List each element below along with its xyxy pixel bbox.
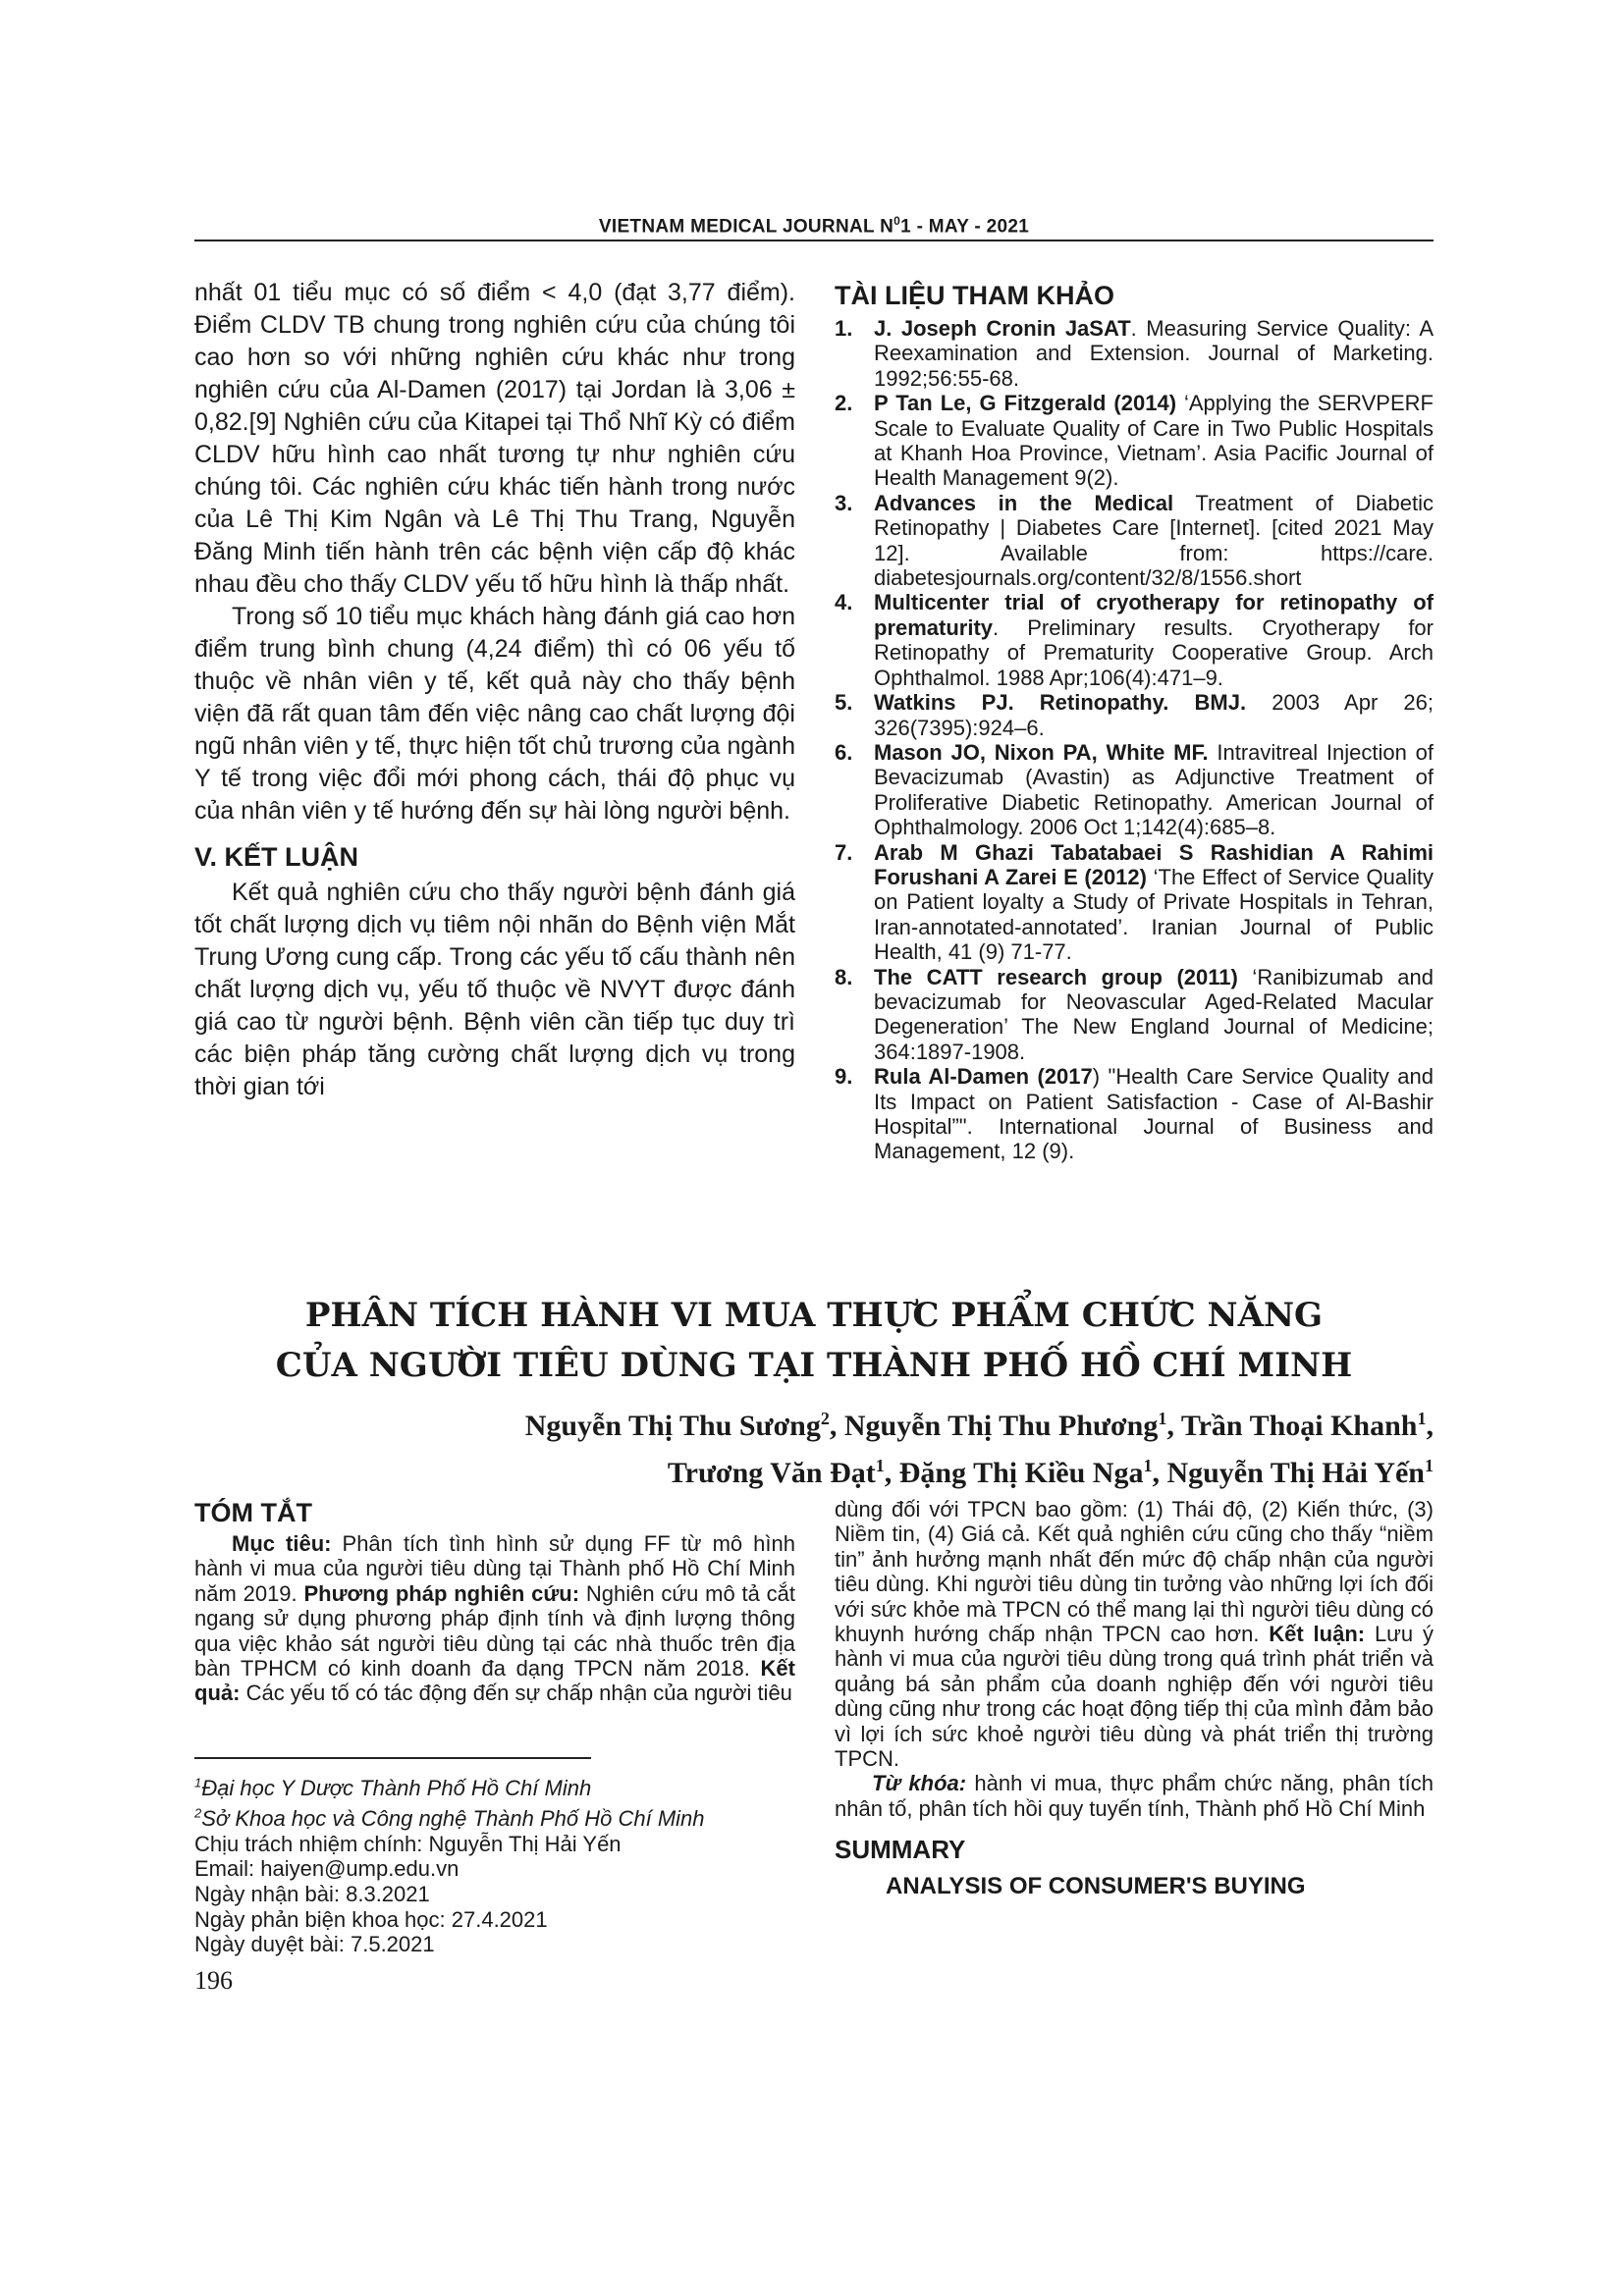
reference-authors: J. Joseph Cronin JaSAT (874, 316, 1131, 341)
journal-name: VIETNAM MEDICAL JOURNAL N (598, 216, 894, 238)
reference-item (835, 840, 1434, 965)
reference-number: 5. (835, 690, 853, 716)
author-separator: , (829, 1410, 844, 1442)
left-column (194, 277, 795, 1103)
reference-details: Treatment of Diabetic Retinopathy | Diabetes Care [Internet]. [cited 2021 May 12]. Available from: https://care. diabetesjournals.org/content/32/8/1556.short (874, 490, 1434, 591)
author-line-2 (525, 1446, 1434, 1493)
article-title-line-2: CỦA NGƯỜI TIÊU DÙNG TẠI THÀNH PHỐ HỒ CHÍ MINH (275, 1346, 1353, 1385)
reference-item (835, 316, 1434, 391)
references-section (835, 279, 1434, 1164)
reference-details: . Measuring Service Quality: A Reexamination and Extension. Journal of Marketing. 1992;56:55-68. (874, 316, 1435, 391)
author-name: Trần Thoại Khanh (1180, 1410, 1418, 1442)
reference-authors: Multicenter trial of cryotherapy for retinopathy of prematurity (874, 590, 1434, 640)
summary-heading: SUMMARY (835, 1835, 966, 1865)
reference-number: 4. (835, 590, 853, 615)
issue-date: 1 - MAY - 2021 (900, 216, 1030, 238)
reference-item (835, 690, 1434, 740)
reference-item (835, 740, 1434, 840)
affiliation-2: $^2$Sở Khoa học và Công nghệ Thành Phố Hồ Chí Minh (194, 1805, 705, 1832)
footnotes (194, 1771, 795, 1957)
method-text: Nghiên cứu mô tả cắt ngang sử dụng phương pháp định tính và định lượng thông qua việc khảo sát người tiêu dùng tại các nhà thuốc trên địa bàn TPHCM có kinh doanh đa dạng TPCN năm 2018. (194, 1580, 795, 1682)
reference-details: ) "Health Care Service Quality and Its Impact on Patient Satisfaction - Case of Al-Bashir Hospital”". International Journal of Business and Management, 12 (9). (874, 1064, 1434, 1164)
reference-details: ‘Ranibizumab and bevacizumab for Neovascular Aged-Related Macular Degeneration’ The New England Journal of Medicine; 364:1897-1908. (874, 964, 1434, 1064)
author-list (525, 1399, 1434, 1493)
reference-number: 3. (835, 490, 853, 515)
reference-authors: P Tan Le, G Fitzgerald (2014) (874, 391, 1177, 416)
reference-details: Intravitreal Injection of Bevacizumab (Avastin) as Adjunctive Treatment of Proliferative Diabetic Retinopathy. American Journal of Ophthalmology. 2006 Oct 1;142(4):685–8. (874, 739, 1434, 840)
conclusion-heading: V. KẾT LUẬN (194, 842, 359, 872)
discussion-paragraph-1: nhất 01 tiểu mục có số điểm < 4,0 (đạt 3,77 điểm). Điểm CLDV TB chung trong nghiên cứu của chúng tôi cao hơn so với những nghiên cứu khác như trong nghiên cứu của Al-Damen (2017) tại Jordan là 3,06 ± 0,82.[9] Nghiên cứu của Kitapei tại Thổ Nhĩ Kỳ có điểm CLDV hữu hình cao nhất tương tự như nghiên cứu chúng tôi. Các nghiên cứu khác tiến hành trong nước của Lê Thị Kim Ngân và Lê Thị Thu Trang, Nguyễn Đăng Minh tiến hành trên các bệnh viện cấp độ khác nhau đều cho thấy CLDV yếu tố hữu hình là thấp nhất. (194, 279, 795, 598)
author-affiliation: 1 (875, 1456, 885, 1475)
reference-details: . Preliminary results. Cryotherapy for Retinopathy of Prematurity Cooperative Group. Arch Ophthalmol. 1988 Apr;106(4):471–9. (874, 614, 1434, 690)
summary-subtitle: ANALYSIS OF CONSUMER'S BUYING (886, 1873, 1306, 1900)
header-rule (194, 240, 1434, 241)
conclusion-text: Kết quả nghiên cứu cho thấy người bệnh đánh giá tốt chất lượng dịch vụ tiêm nội nhãn do Bệnh viện Mắt Trung Ương cung cấp. Trong các yếu tố cấu thành nên chất lượng dịch vụ, yếu tố thuộc về NVYT được đánh giá cao từ người bệnh. Bệnh viên cần tiếp tục duy trì các biện pháp tăng cường chất lượng dịch vụ trong thời gian tới (194, 879, 795, 1100)
references-list (835, 316, 1434, 1164)
author-name: Nguyễn Thị Thu Phương (843, 1410, 1159, 1442)
reference-details: ‘Applying the SERVPERF Scale to Evaluate Quality of Care in Two Public Hospitals at Khanh Hoa Province, Vietnam’. Asia Pacific Journal of Health Management 9(2). (874, 391, 1434, 491)
footnote-rule (194, 1757, 591, 1759)
reference-details: 2003 Apr 26; 326(7395):924–6. (874, 690, 1434, 740)
reference-authors: Arab M Ghazi Tabatabaei S Rashidian A Rahimi Forushani A Zarei E (2012) (874, 839, 1434, 889)
reference-number: 6. (835, 739, 853, 765)
reference-item (835, 1064, 1434, 1164)
author-separator: , (1426, 1410, 1434, 1442)
abstract-heading: TÓM TẮT (194, 1498, 312, 1527)
discussion-paragraph-2: Trong số 10 tiểu mục khách hàng đánh giá cao hơn điểm trung bình chung (4,24 điểm) thì có 06 yếu tố thuộc về nhân viên y tế, kết quả này cho thấy bệnh viện đã rất quan tâm đến việc nâng cao chất lượng đội ngũ nhân viên y tế, thực hiện tốt chủ trương của ngành Y tế trong việc đổi mới phong cách, thái độ phục vụ của nhân viên y tế hướng đến sự hài lòng người bệnh. (194, 603, 795, 825)
author-separator: , (1152, 1457, 1167, 1489)
reference-item (835, 965, 1434, 1065)
article-title-line-1: PHÂN TÍCH HÀNH VI MUA THỰC PHẨM CHỨC NĂNG (304, 1296, 1324, 1335)
author-affiliation: 1 (1158, 1409, 1167, 1428)
author-separator: , (884, 1457, 899, 1489)
author-name: Nguyễn Thị Hải Yến (1166, 1457, 1425, 1489)
method-label: Phương pháp nghiên cứu: (303, 1580, 580, 1606)
running-header (194, 214, 1434, 238)
result-text-right: dùng đối với TPCN bao gồm: (1) Thái độ, (2) Kiến thức, (3) Niềm tin, (4) Giá cả. Kết quả nghiên cứu cũng cho thấy “niềm tin” ảnh hưởng mạnh nhất đến mức độ chấp nhận của người tiêu dùng. Khi người tiêu dùng tin tưởng vào những lợi ích đối với sức khỏe mà TPCN có thể mang lại thì người tiêu dùng có khuynh hướng chấp nhận TPCN cao hơn. (835, 1497, 1434, 1647)
author-name: Nguyễn Thị Thu Sương (524, 1410, 821, 1442)
date-received: Ngày nhận bài: 8.3.2021 (194, 1882, 430, 1907)
abstract-right (835, 1497, 1434, 1901)
author-name: Đặng Thị Kiều Nga (898, 1457, 1144, 1489)
article-title (194, 1291, 1434, 1391)
objective-text: Phân tích tình hình sử dụng FF từ mô hình hành vi mua của người tiêu dùng tại Thành phố Hồ Chí Minh năm 2019. (194, 1531, 795, 1606)
reference-number: 1. (835, 316, 853, 341)
date-approved: Ngày duyệt bài: 7.5.2021 (194, 1932, 435, 1957)
author-affiliation: 1 (1143, 1456, 1153, 1475)
keywords-label: Từ khóa: (872, 1771, 967, 1796)
reference-authors: Watkins PJ. Retinopathy. BMJ. (874, 690, 1247, 716)
responsible-author: Chịu trách nhiệm chính: Nguyễn Thị Hải Yến (194, 1831, 622, 1856)
author-separator: , (1166, 1410, 1181, 1442)
abstract-conclusion-label: Kết luận: (1269, 1622, 1366, 1647)
abstract-conclusion-text: Lưu ý hành vi mua của người tiêu dùng trong quá trình phát triển và quảng bá sản phẩm của doanh nghiệp đến với người tiêu dùng cũng như trong các hoạt động tiếp thị của mình đảm bảo vì lợi ích sức khoẻ người tiêu dùng và phát triển thị trường TPCN. (835, 1622, 1434, 1772)
issue-number-sup: 0 (893, 214, 901, 228)
reference-details: ‘The Effect of Service Quality on Patient loyalty a Study of Private Hospitals in Tehran, Iran-annotated-annotated’. Iranian Journal of Public Health, 41 (9) 71-77. (874, 864, 1434, 965)
reference-number: 2. (835, 391, 853, 416)
author-line-1 (525, 1399, 1434, 1446)
reference-item (835, 590, 1434, 690)
author-affiliation: 2 (820, 1409, 830, 1428)
reference-authors: The CATT research group (2011) (874, 964, 1238, 989)
reference-number: 9. (835, 1064, 853, 1090)
contact-email: Email: haiyen@ump.edu.vn (194, 1856, 460, 1882)
keywords-text: hành vi mua, thực phẩm chức năng, phân tích nhân tố, phân tích hồi quy tuyến tính, Thành phố Hồ Chí Minh (835, 1771, 1434, 1821)
abstract-left (194, 1496, 795, 1706)
reference-authors: Mason JO, Nixon PA, White MF. (874, 739, 1209, 765)
reference-item (835, 491, 1434, 591)
date-reviewed: Ngày phản biện khoa học: 27.4.2021 (194, 1906, 548, 1932)
affiliation-1: $^1$Đại học Y Dược Thành Phố Hồ Chí Minh (194, 1776, 592, 1801)
objective-label: Mục tiêu: (232, 1531, 332, 1556)
reference-authors: Advances in the Medical (874, 490, 1174, 515)
result-label: Kết quả: (194, 1656, 795, 1706)
page-number: 196 (194, 1966, 233, 1995)
author-name: Trương Văn Đạt (667, 1457, 876, 1489)
references-heading: TÀI LIỆU THAM KHẢO (835, 281, 1114, 310)
reference-item (835, 391, 1434, 491)
author-affiliation: 1 (1425, 1456, 1434, 1475)
reference-authors: Rula Al-Damen (2017 (874, 1064, 1093, 1090)
result-text-left: Các yếu tố có tác động đến sự chấp nhận của người tiêu (240, 1681, 792, 1706)
reference-number: 7. (835, 839, 853, 865)
reference-number: 8. (835, 964, 853, 989)
author-affiliation: 1 (1417, 1409, 1427, 1428)
